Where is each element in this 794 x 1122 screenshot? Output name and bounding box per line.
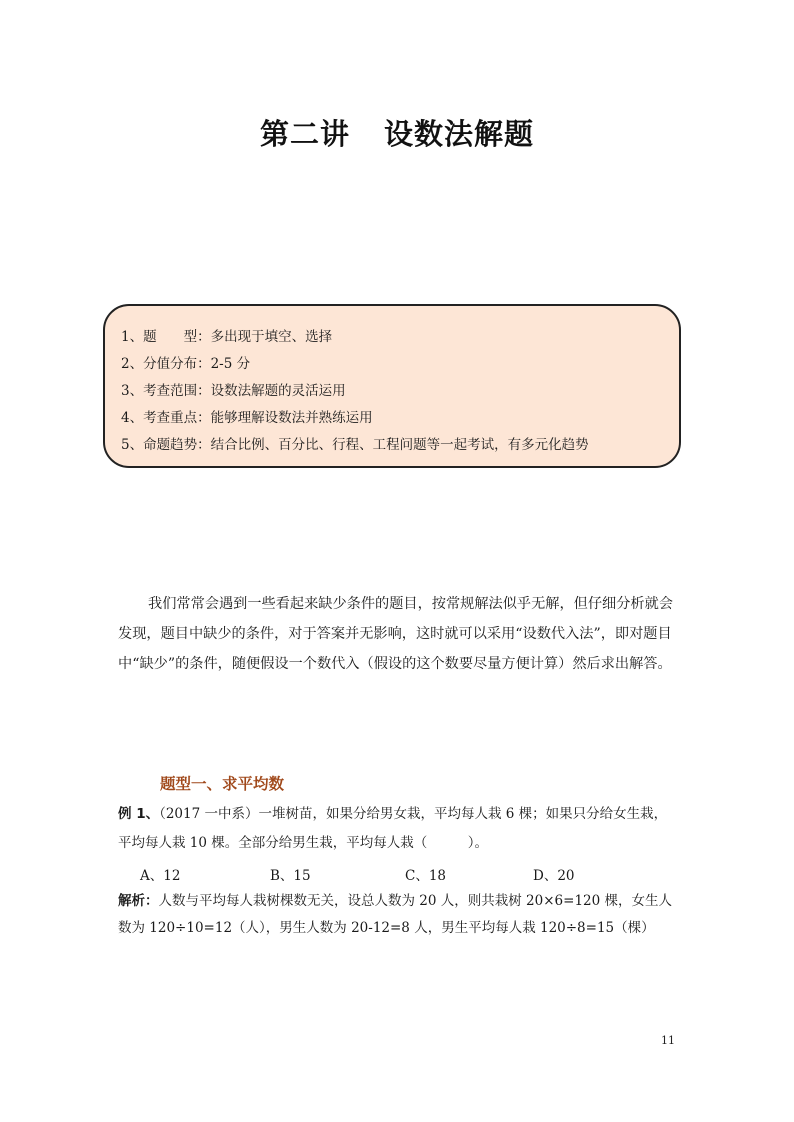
exam-info-box bbox=[103, 304, 681, 468]
analysis-section bbox=[118, 888, 680, 942]
title-part2: 设数法解题 bbox=[384, 117, 535, 151]
analysis-text: 人数与平均每人栽树棵数无关，设总人数为 20 人，则共栽树 20×6=120 棵，女生人数为 120÷10=12（人），男生人数为 20-12=8 人，男生平均每人栽 120÷8=15（棵） bbox=[118, 893, 673, 936]
info-item-trend: 5、命题趋势：结合比例、百分比、行程、工程问题等一起考试，有多元化趋势 bbox=[121, 437, 589, 453]
info-item-scope: 3、考查范围：设数法解题的灵活运用 bbox=[121, 383, 346, 399]
example-1 bbox=[118, 800, 678, 858]
intro-paragraph: 我们常常会遇到一些看起来缺少条件的题目，按常规解法似乎无解，但仔细分析就会发现，题目中缺少的条件，对于答案并无影响，这时就可以采用“设数代入法”，即对题目中“缺少”的条件，随便假设一个数代入（假设的这个数要尽量方便计算）然后求出解答。 bbox=[118, 596, 673, 672]
example-question: （2017 一中系）一堆树苗，如果分给男女栽，平均每人栽 6 棵；如果只分给女生栽，平均每人栽 10 棵。全部分给男生栽，平均每人栽（ ）。 bbox=[118, 806, 668, 851]
option-a: A、12 bbox=[140, 868, 181, 884]
option-d: D、20 bbox=[533, 868, 575, 884]
example-label: 例 1、 bbox=[118, 806, 160, 822]
option-b: B、15 bbox=[270, 868, 311, 884]
page-title bbox=[0, 112, 794, 153]
intro-section bbox=[118, 589, 678, 679]
info-item-score: 2、分值分布：2-5 分 bbox=[121, 356, 251, 372]
section-heading: 题型一、求平均数 bbox=[160, 775, 285, 793]
option-c: C、18 bbox=[405, 868, 447, 884]
info-item-type: 1、题 型：多出现于填空、选择 bbox=[121, 329, 333, 345]
title-part1: 第二讲 bbox=[259, 117, 350, 151]
analysis-label: 解析： bbox=[118, 893, 159, 909]
answer-options bbox=[140, 864, 680, 890]
page-number: 11 bbox=[661, 1034, 675, 1047]
info-item-focus: 4、考查重点：能够理解设数法并熟练运用 bbox=[121, 410, 373, 426]
